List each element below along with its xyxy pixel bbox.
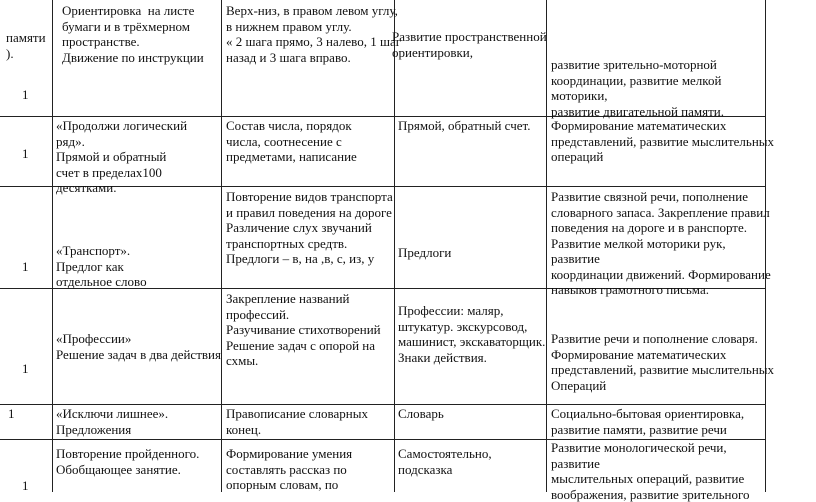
row-4-content: Закрепление названий профессий. Разучивание стихотворений Решение задач с опорой на схмы.: [226, 291, 381, 368]
row-2-num: 1: [22, 146, 29, 161]
row-6-goals: Развитие монологической речи, развитие мыслительных операций, развитие воображения, развитие зрительного: [551, 440, 750, 502]
row-5-goals: Социально-бытовая ориентировка, развитие памяти, развитие речи: [551, 406, 745, 437]
row-5-content: Правописание словарных конец.: [226, 406, 368, 437]
col-line-4: [546, 0, 547, 492]
row-4-topic: «Профессии» Решение задач в два действия: [56, 331, 221, 362]
row-4-vocab: Профессии: маляр, штукатур. экскурсовод, машинист, экскаваторщик. Знаки действия.: [398, 303, 546, 365]
row-2-content: Состав числа, порядок числа, соотнесение с предметами, написание: [226, 118, 357, 164]
row-5-topic: «Исключи лишнее». Предложения: [56, 406, 169, 437]
row-6-vocab: Самостоятельно, подсказка: [398, 446, 492, 477]
row-2-vocab: Прямой, обратный счет.: [398, 118, 531, 133]
row-1-num-label: памяти ).: [6, 30, 46, 61]
row-6-topic: Повторение пройденного. Обобщающее занятие.: [56, 446, 200, 477]
row-1-goals: развитие зрительно-моторной координации, развитие мелкой моторики, развитие двигательной памяти.: [551, 57, 724, 119]
row-6-content: Формирование умения составлять рассказ по опорным словам, по: [226, 446, 353, 492]
row-3-topic: «Транспорт». Предлог как отдельное слово: [56, 243, 147, 289]
row-3-num: 1: [22, 259, 29, 274]
row-3-content: Повторение видов транспорта и правил поведения на дороге Различение слух звучаний транспортных средтв. Предлоги – в, на ,в, с, из, у: [226, 189, 393, 266]
row-3-vocab: Предлоги: [398, 245, 452, 260]
row-2-goals: Формирование математических представлений, развитие мыслительных операций: [551, 118, 775, 164]
row-4-num: 1: [22, 361, 29, 376]
row-line-4: [0, 404, 766, 405]
row-1-topic: Ориентировка на листе бумаги и в трёхмерном пространстве. Движение по инструкции: [62, 3, 204, 65]
col-line-3: [394, 0, 395, 492]
col-line-2: [221, 0, 222, 492]
row-4-goals: Развитие речи и пополнение словаря. Формирование математических представлений, развитие мыслительных Операций: [551, 331, 775, 393]
col-line-1: [52, 0, 53, 492]
row-1-vocab: Развитие пространственной ориентировки,: [392, 29, 547, 60]
row-1-content: Верх-низ, в правом левом углу, в нижнем правом углу. « 2 шага прямо, 3 налево, 1 шаг назад и 3 шага вправо.: [226, 3, 402, 65]
row-2-topic: «Продолжи логический ряд». Прямой и обратный счет в пределах100 десятками.: [56, 118, 188, 195]
row-5-vocab: Словарь: [398, 406, 444, 421]
row-5-num: 1: [8, 406, 15, 421]
row-1-num: 1: [22, 87, 29, 102]
row-6-num: 1: [22, 478, 29, 493]
row-3-goals: Развитие связной речи, пополнение словарного запаса. Закрепление правил поведения на дороге и в ранспорте. Развитие мелкой моторики рук, развитие координации движений. Формирование навыков грамотного письма.: [551, 189, 771, 297]
